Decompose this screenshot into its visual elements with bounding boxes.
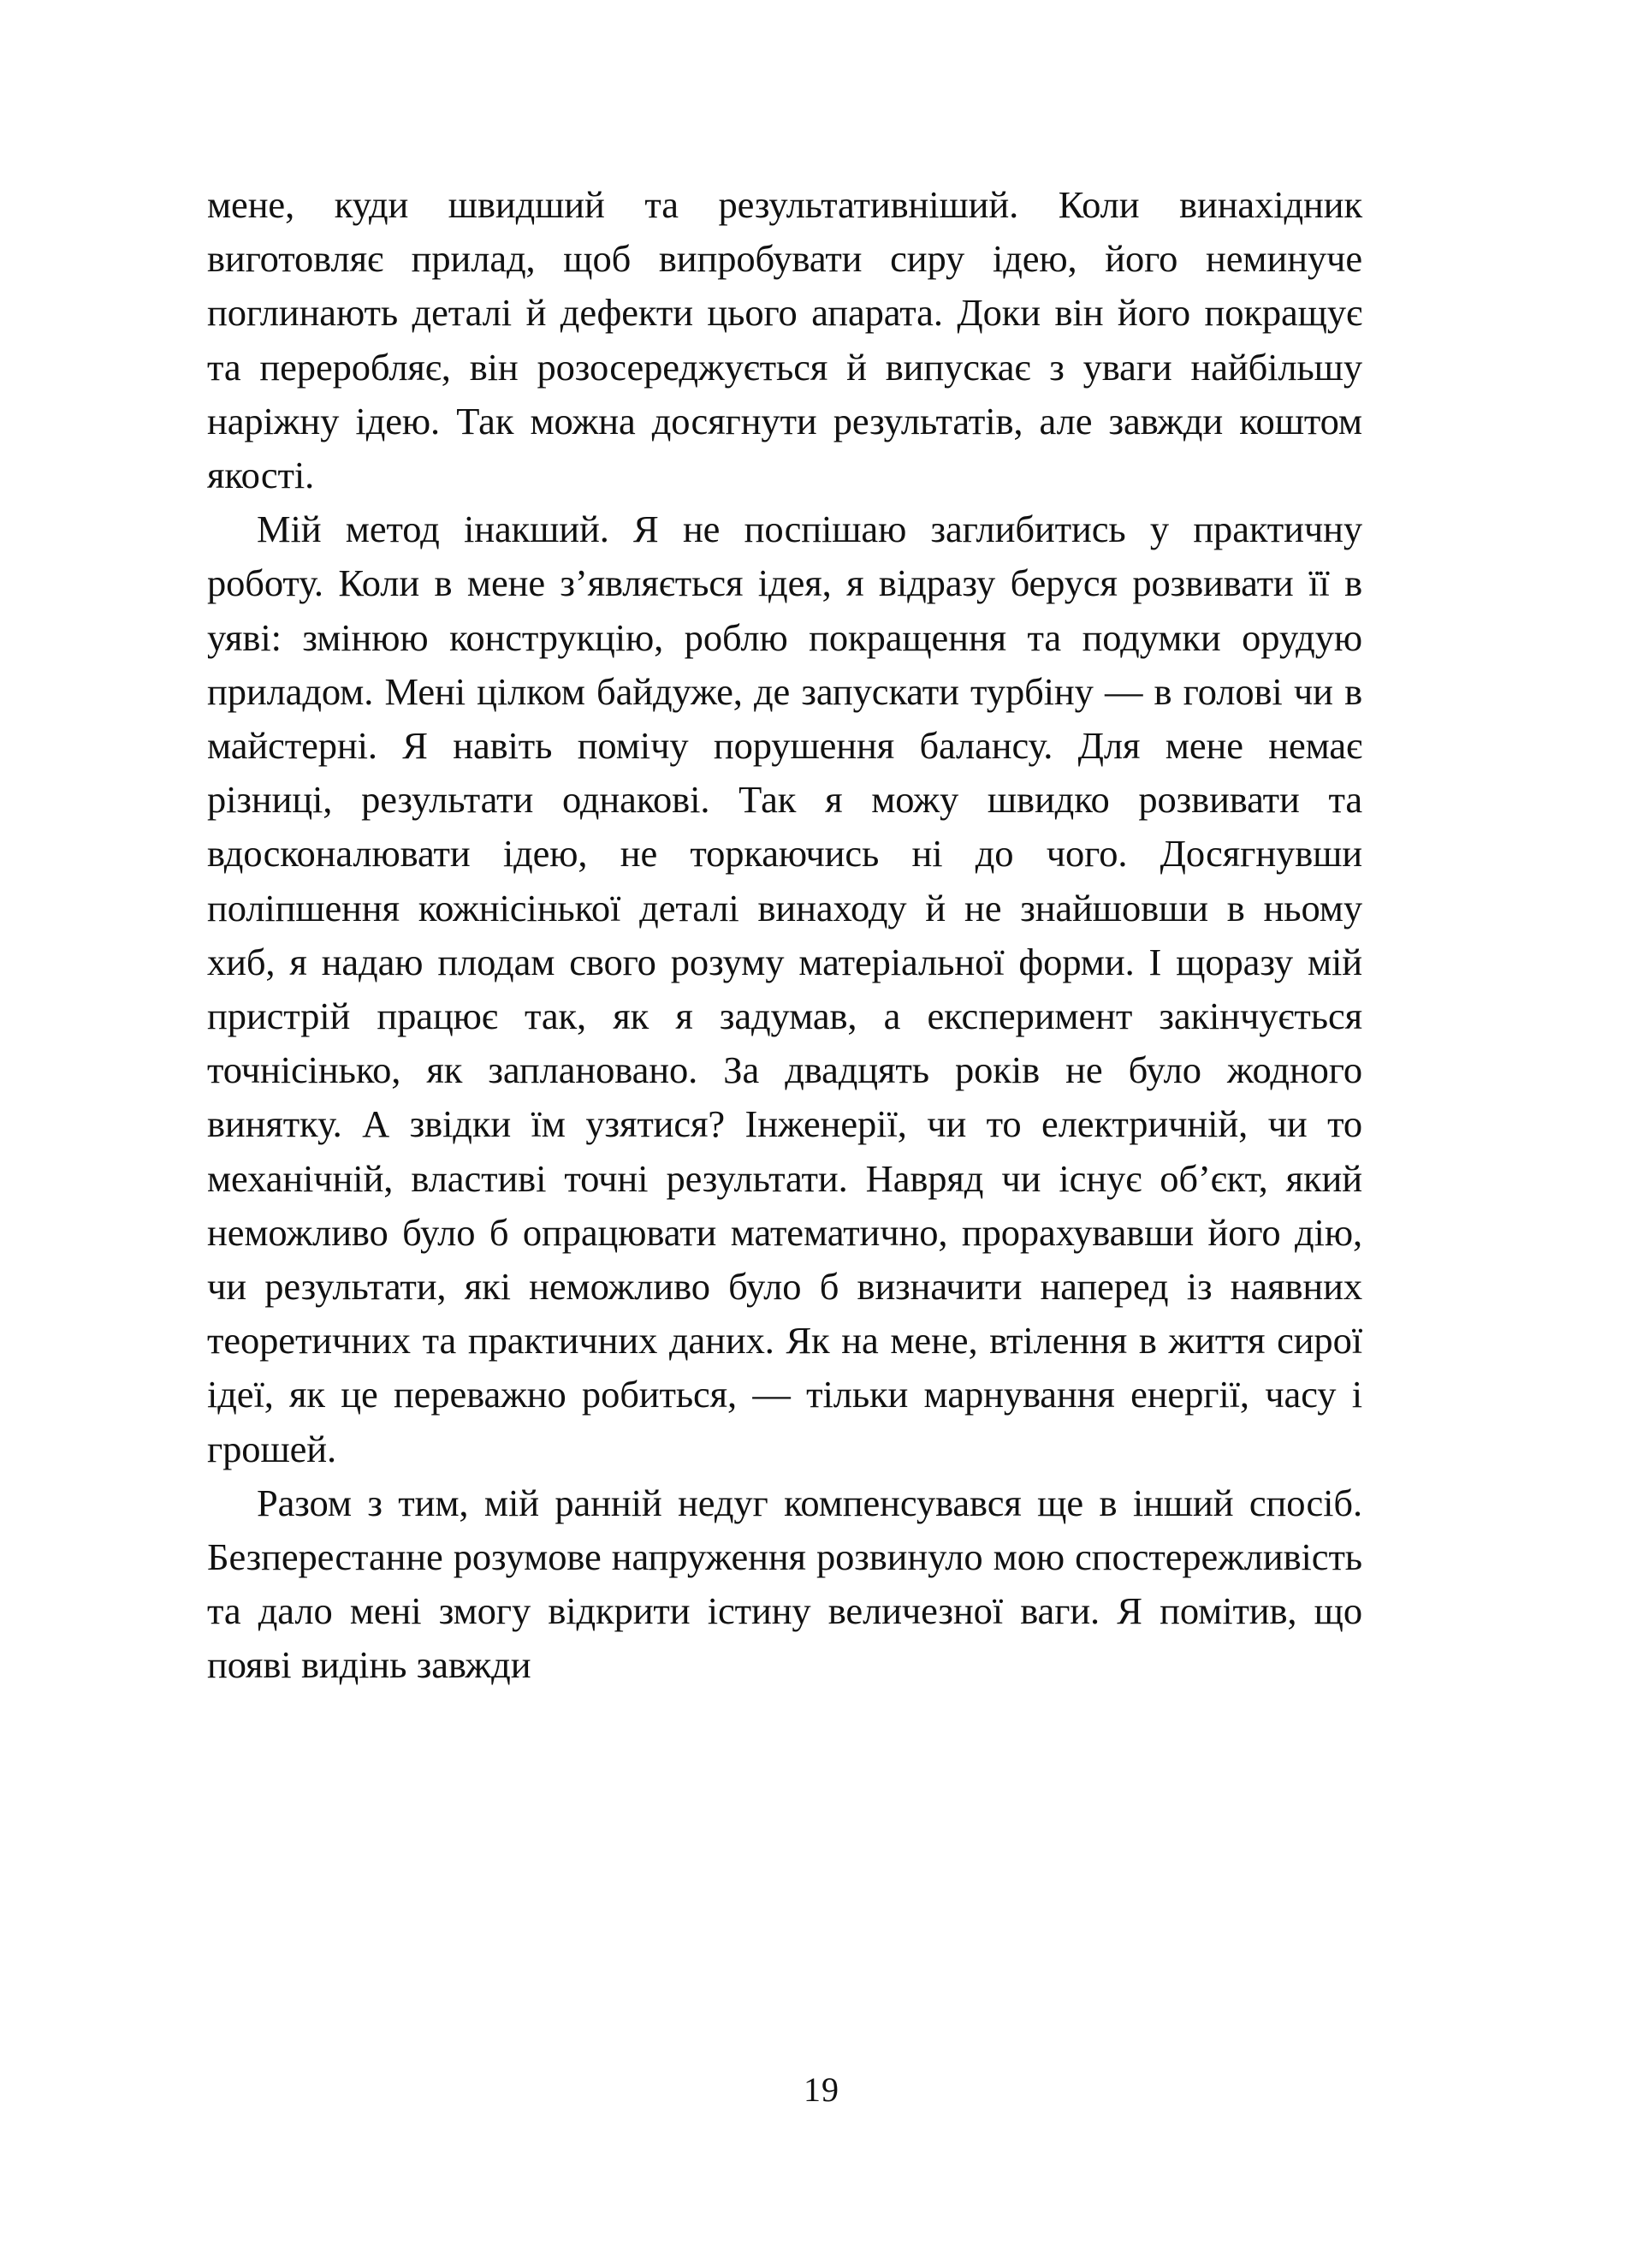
- page-number: 19: [804, 2070, 839, 2109]
- paragraph-observation: Разом з тим, мій ранній недуг компенсувався ще в інший спосіб. Безперестанне розумове напруження розвинуло мою спостережливість та дало мені змогу відкрити істину величезної ваги. Я помітив, що появі видінь завжди: [207, 1481, 1362, 1687]
- paragraph-continuation: мене, куди швидший та результативніший. Коли винахідник виготовляє прилад, щоб випробувати сиру ідею, його неминуче поглинають деталі й дефекти цього апарата. Доки він його покращує та переробляє, він розосереджується й випускає з уваги найбільшу наріжну ідею. Так можна досягнути результатів, але завжди коштом якості.: [207, 183, 1362, 497]
- page-text-block: [207, 178, 1362, 1693]
- paragraph-method: Мій метод інакший. Я не поспішаю заглибитись у практичну роботу. Коли в мене з’являється ідея, я відразу беруся розвивати її в уяві: змінюю конструкцію, роблю покращення та подумки орудую приладом. Мені цілком байдуже, де запускати турбіну — в голові чи в майстерні. Я навіть помічу порушення балансу. Для мене немає різниці, результати однакові. Так я можу швидко розвивати та вдосконалювати ідею, не торкаючись ні до чого. Досягнувши поліпшення кожнісінької деталі винаходу й не знайшовши в ньому хиб, я надаю плодам свого розуму матеріальної форми. І щоразу мій пристрій працює так, як я задумав, а експеримент закінчується точнісінько, як заплановано. За двадцять років не було жодного винятку. А звідки їм узятися? Інженерії, чи то електричній, чи то механічній, властиві точні результати. Навряд чи існує об’єкт, який неможливо було б опрацювати математично, прорахувавши його дію, чи результати, які неможливо було б визначити наперед із наявних теоретичних та практичних даних. Як на мене, втілення в життя сирої ідеї, як це переважно робиться, — тільки марнування енергії, часу і грошей.: [207, 508, 1362, 1470]
